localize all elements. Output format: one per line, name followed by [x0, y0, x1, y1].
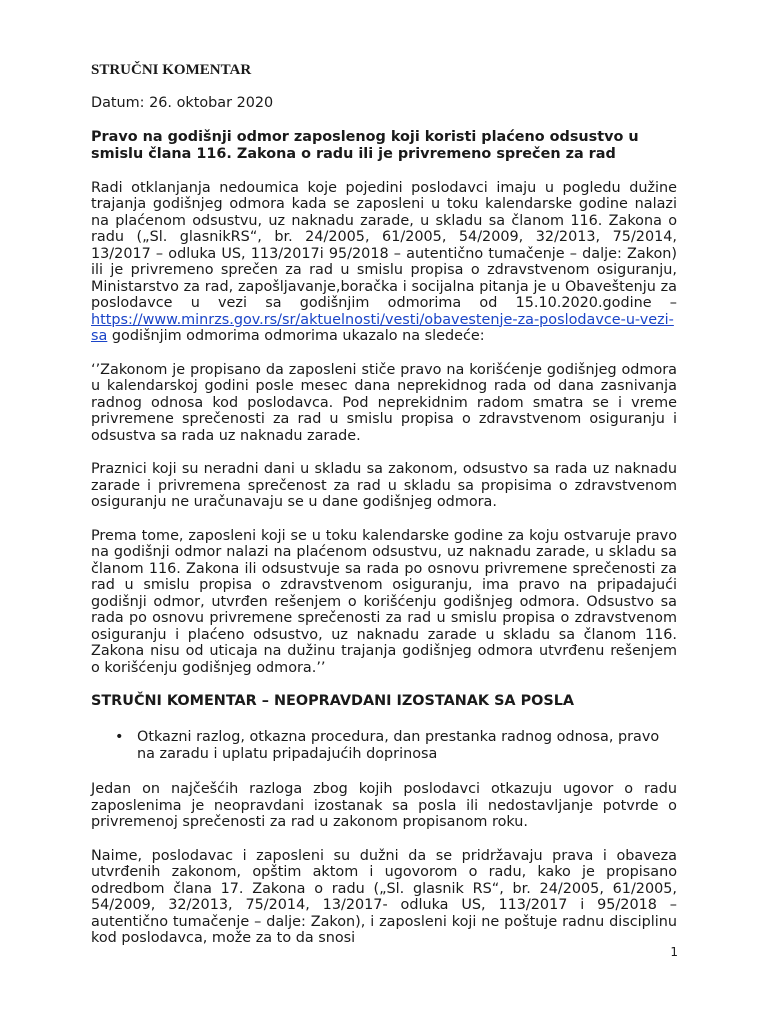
list-item: • Otkazni razlog, otkazna procedura, dan prestanka radnog odnosa, pravo na zaradu i uplatu pripadajućih doprinosa: [137, 729, 677, 762]
document-page: [91, 62, 677, 947]
body-paragraph-1: Jedan on najčešćih razloga zbog kojih poslodavci otkazuju ugovor o radu zaposlenima je neopravdani izostanak sa posla ili nedostavljanje potvrde o privremenoj sprečenosti za rad u zakonom propisanom roku.: [91, 781, 677, 830]
document-title: STRUČNI KOMENTAR: [91, 62, 252, 78]
bullet-list: [91, 729, 677, 762]
ministry-link[interactable]: https://www.minrzs.gov.rs/sr/aktuelnosti/vesti/obavestenje-za-poslodavce-u-vezi-sa: [91, 311, 674, 344]
intro-paragraph: [91, 180, 677, 345]
body-paragraph-2: Naime, poslodavac i zaposleni su dužni da se pridržavaju prava i obaveza utvrđenih zakonom, opštim aktom i ugovorom o radu, kako je propisano odredbom člana 17. Zakona o radu („Sl. glasnik RS“, br. 24/2005, 61/2005, 54/2009, 32/2013, 75/2014, 13/2017- odluka US, 113/2017 i 95/2018 – autentično tumačenje – dalje: Zakon), i zaposleni koji ne poštuje radnu disciplinu kod poslodavca, može za to da snosi: [91, 847, 677, 946]
document-date: Datum: 26. oktobar 2020: [91, 95, 274, 111]
section-heading-2: STRUČNI KOMENTAR – NEOPRAVDANI IZOSTANAK SA POSLA: [91, 693, 575, 709]
section-heading: Pravo na godišnji odmor zaposlenog koji koristi plaćeno odsustvo u smislu člana 116. Zakona o radu ili je privremeno sprečen za rad: [91, 128, 639, 162]
quote-paragraph-3: Prema tome, zaposleni koji se u toku kalendarske godine za koju ostvaruje pravo na godišnji odmor nalazi na plaćenom odsustvu, uz naknadu zarade, u skladu sa članom 116. Zakona ili odsustvuje sa rada po osnovu privremene sprečenosti za rad u smislu propisa o zdravstvenom osiguranju, ima pravo na pripadajući godišnji odmor, utvrđen rešenjem o korišćenju godišnjeg odmora. Odsustvo sa rada po osnovu privremene sprečenosti za rad u smislu propisa o zdravstvenom osiguranju i plaćeno odsustvo, uz naknadu zarade u skladu sa članom 116. Zakona nisu od uticaja na dužinu trajanja godišnjeg odmora utvrđenu rešenjem o korišćenju godišnjeg odmora.’’: [91, 527, 677, 676]
page-number: 1: [670, 945, 678, 959]
intro-text: Radi otklanjanja nedoumica koje pojedini poslodavci imaju u pogledu dužine trajanja godišnjeg odmora kada se zaposleni u toku kalendarske godine nalazi na plaćenom odsustvu, uz naknadu zarade, u skladu sa članom 116. Zakona o radu („Sl. glasnikRS“, br. 24/2005, 61/2005, 54/2009, 32/2013, 75/2014, 13/2017 – odluka US, 113/2017i 95/2018 – autentično tumačenje – dalje: Zakon) ili je privremeno sprečen za rad u smislu propisa o zdravstvenom osiguranju, Ministarstvo za rad, zapošljavanje,boračka i socijalna pitanja je u Obaveštenju za poslodavce u vezi sa godišnjim odmorima od 15.10.2020.godine –: [91, 179, 677, 311]
quote-paragraph-1: ‘’Zakonom je propisano da zaposleni stiče pravo na korišćenje godišnjeg odmora u kalendarskoj godini posle mesec dana neprekidnog rada od dana zasnivanja radnog odnosa kod poslodavca. Pod neprekidnim radom smatra se i vreme privremene sprečenosti za rad u smislu propisa o zdravstvenom osiguranju i odsustva sa rada uz naknadu zarade.: [91, 361, 677, 444]
intro-text-end: godišnjim odmorima odmorima ukazalo na sledeće:: [111, 328, 485, 344]
quote-paragraph-2: Praznici koji su neradni dani u skladu sa zakonom, odsustvo sa rada uz naknadu zarade i privremena sprečenost za rad u skladu sa propisima o zdravstvenom osiguranju ne uračunavaju se u dane godišnjeg odmora.: [91, 461, 677, 510]
